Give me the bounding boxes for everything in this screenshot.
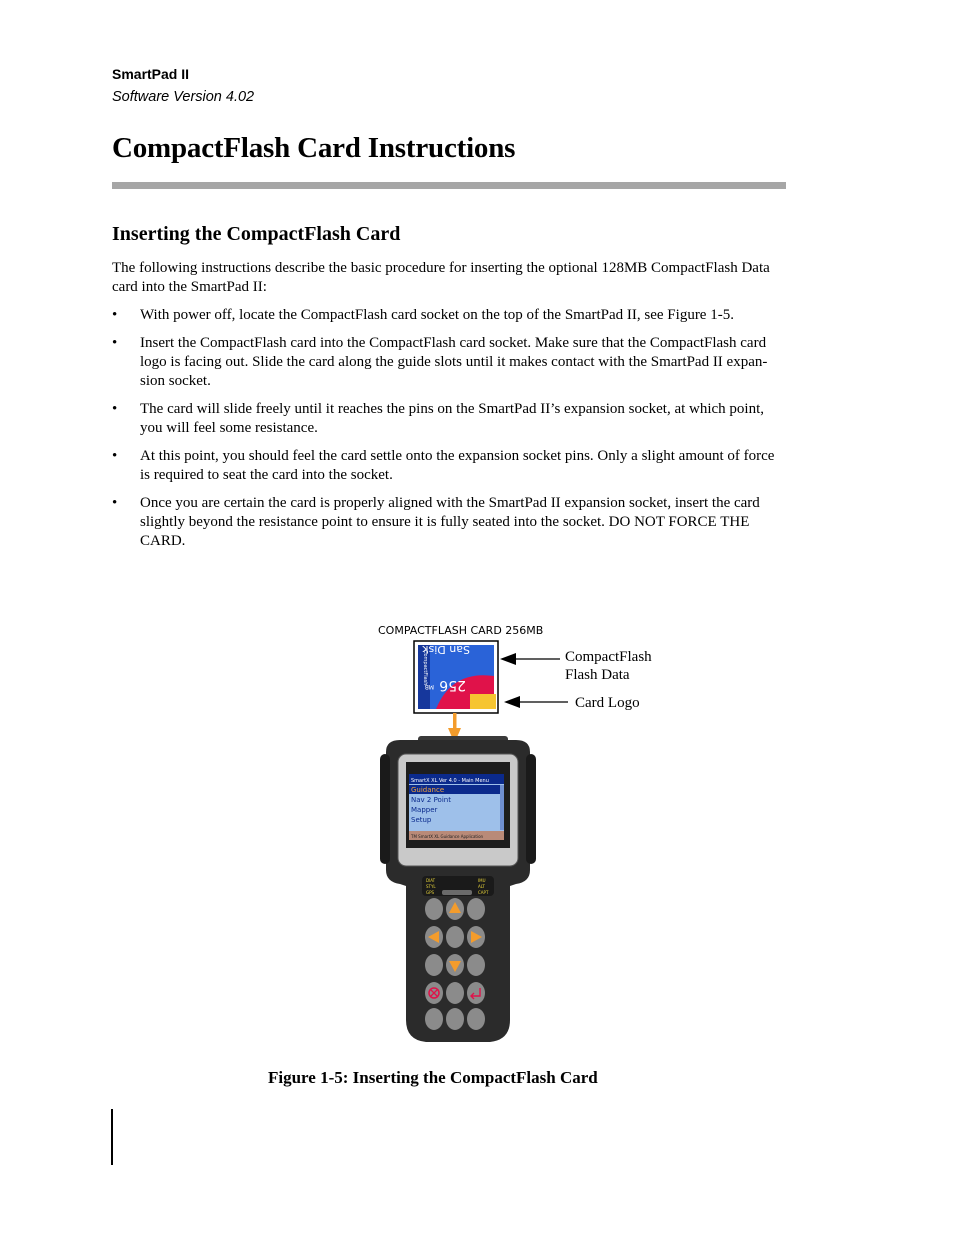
callout-arrow-data bbox=[500, 653, 560, 665]
smartpad-device bbox=[380, 736, 536, 1042]
header-version: Software Version 4.02 bbox=[112, 89, 255, 105]
page-title: CompactFlash Card Instructions bbox=[112, 132, 516, 164]
card-brand: San Disk bbox=[422, 643, 470, 656]
list-item bbox=[112, 400, 786, 438]
card-label-patch bbox=[470, 694, 496, 709]
bullet-symbol: • bbox=[112, 335, 118, 351]
keypad-key bbox=[425, 954, 443, 976]
list-item-text: With power off, locate the CompactFlash card socket on the top of the SmartPad II, see Figure 1-5. bbox=[140, 307, 734, 323]
screen-status: TM SmartX XL Guidance Application bbox=[411, 834, 484, 839]
keypad-key bbox=[425, 898, 443, 920]
led-label: CAPT bbox=[478, 890, 489, 895]
led-label: GPS bbox=[426, 890, 435, 895]
card-side-text: CompactFlash bbox=[422, 650, 428, 686]
bullet-symbol: • bbox=[112, 307, 118, 323]
keypad-key bbox=[446, 982, 464, 1004]
margin-bar bbox=[111, 1109, 113, 1165]
bullet-symbol: • bbox=[112, 401, 118, 417]
header-product: SmartPad II bbox=[112, 66, 190, 82]
callout-data-line1: CompactFlash bbox=[565, 649, 652, 665]
left-grip bbox=[380, 754, 390, 864]
compactflash-card bbox=[414, 641, 498, 713]
list-item-text: Insert the CompactFlash card into the CompactFlash card socket. Make sure that the CompactFlash card logo is facing out. Slide the card along the guide slots until it makes contact with the SmartPad II expan-sion socket. bbox=[140, 335, 768, 389]
list-item-text: The card will slide freely until it reaches the pins on the SmartPad II’s expansion socket, at which point, you will feel some resistance. bbox=[140, 401, 765, 436]
screen-title: SmartX XL Ver 4.0 - Main Menu bbox=[411, 778, 489, 784]
led-window bbox=[442, 890, 472, 895]
callout-arrow-logo bbox=[504, 696, 568, 708]
figure-caption: Figure 1-5: Inserting the CompactFlash Card bbox=[268, 1068, 598, 1087]
intro-paragraph: The following instructions describe the basic procedure for inserting the optional 128MB CompactFlash Data card into the SmartPad II: bbox=[112, 260, 770, 295]
keypad bbox=[425, 898, 485, 1030]
bullet-symbol: • bbox=[112, 448, 118, 464]
card-header-label: COMPACTFLASH CARD 256MB bbox=[378, 624, 544, 637]
list-item bbox=[112, 447, 786, 485]
instruction-list bbox=[112, 306, 786, 560]
screen-menu-item: Mapper bbox=[411, 806, 438, 814]
card-capacity: 256 bbox=[439, 677, 466, 693]
keypad-key bbox=[467, 1008, 485, 1030]
screen-menu-item: Nav 2 Point bbox=[411, 796, 451, 804]
keypad-key bbox=[467, 898, 485, 920]
callout-data-line2: Flash Data bbox=[565, 667, 630, 683]
section-heading: Inserting the CompactFlash Card bbox=[112, 223, 401, 245]
card-unit: MB bbox=[424, 683, 434, 690]
screen-menu-item: Guidance bbox=[411, 786, 445, 794]
screen-scrollbar bbox=[500, 785, 504, 830]
keypad-key bbox=[446, 1008, 464, 1030]
led-label: IMU bbox=[478, 878, 486, 883]
screen-menu-item: Setup bbox=[411, 816, 432, 824]
keypad-key bbox=[467, 982, 485, 1004]
led-label: DIAT bbox=[426, 878, 436, 883]
callout-card-logo: Card Logo bbox=[575, 695, 640, 711]
led-label: ALT bbox=[478, 884, 485, 889]
title-rule bbox=[112, 182, 786, 189]
list-item bbox=[112, 334, 786, 391]
keypad-key bbox=[446, 926, 464, 948]
keypad-key bbox=[467, 954, 485, 976]
callout-flash-data bbox=[565, 648, 652, 684]
led-label: STYL bbox=[426, 884, 436, 889]
list-item bbox=[112, 494, 786, 551]
list-item-text: Once you are certain the card is properly aligned with the SmartPad II expansion socket, insert the card slightly beyond the resistance point to ensure it is fully seated into the socket. DO NOT FORCE THE CARD. bbox=[140, 495, 760, 549]
list-item bbox=[112, 306, 786, 325]
right-grip bbox=[526, 754, 536, 864]
list-item-text: At this point, you should feel the card settle onto the expansion socket pins. Only a slight amount of force is required to seat the card into the socket. bbox=[140, 448, 775, 483]
keypad-key bbox=[425, 1008, 443, 1030]
bullet-symbol: • bbox=[112, 495, 118, 511]
